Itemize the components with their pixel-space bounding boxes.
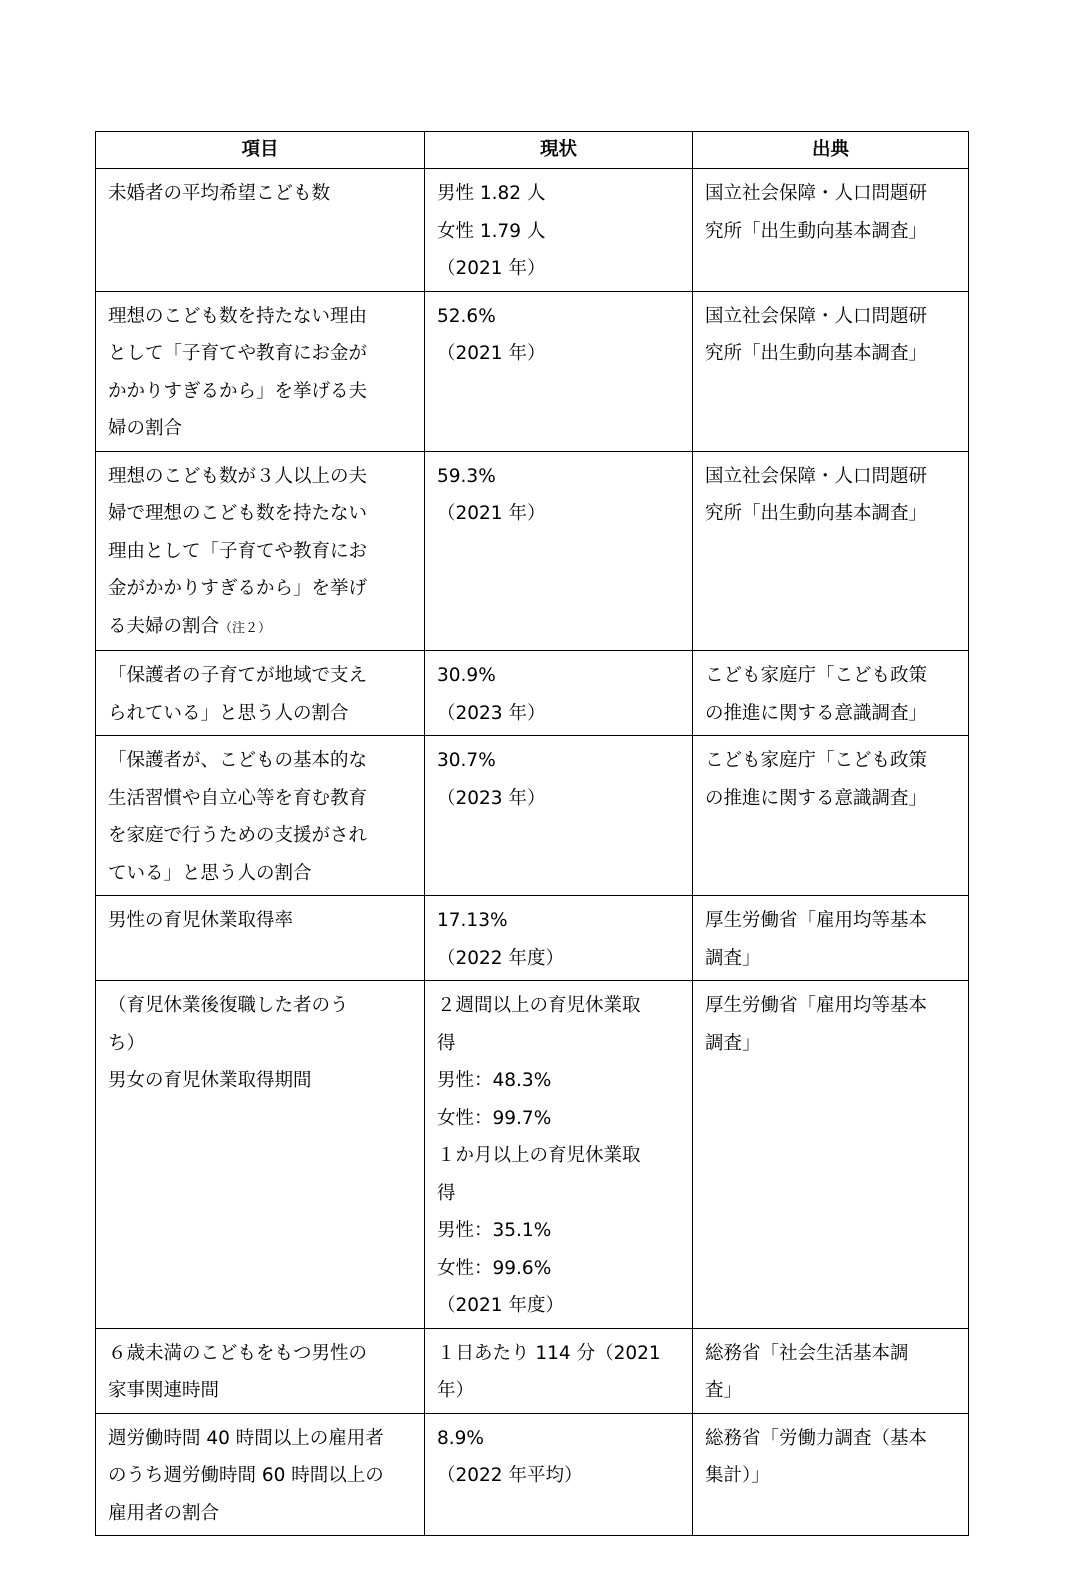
table-row — [96, 169, 969, 292]
cell-status-line — [437, 1287, 680, 1325]
cell-source-line — [705, 657, 956, 695]
cell-source-line — [705, 1457, 956, 1495]
cell-item-text: ち） — [108, 1032, 146, 1054]
cell-item-line — [108, 817, 412, 855]
cell-item-line — [108, 1062, 412, 1100]
cell-item — [96, 169, 425, 292]
cell-status — [425, 651, 693, 736]
cell-status — [425, 981, 693, 1329]
cell-item — [96, 896, 425, 981]
cell-status-text: 17.13% — [437, 910, 508, 931]
cell-source-line — [705, 1372, 956, 1410]
cell-item-text: る夫婦の割合 — [108, 615, 220, 637]
cell-status-text: 30.7% — [437, 750, 496, 771]
cell-status — [425, 451, 693, 651]
cell-status-line — [437, 1372, 680, 1410]
cell-item-text: 未婚者の平均希望こども数 — [108, 183, 331, 204]
cell-status-line — [437, 458, 680, 496]
cell-item-text: 婦の割合 — [108, 418, 183, 439]
header-source: 出典 — [693, 132, 969, 169]
cell-status-text: （2021 年） — [437, 503, 546, 524]
cell-item-line — [108, 335, 412, 373]
cell-source-text: の推進に関する意識調査」 — [705, 702, 928, 724]
cell-source-text: 国立社会保障・人口問題研 — [705, 305, 928, 327]
cell-source-text: 究所「出生動向基本調査」 — [705, 343, 928, 364]
cell-status-line — [437, 1062, 680, 1100]
cell-status-line — [437, 987, 680, 1025]
cell-source-text: の推進に関する意識調査」 — [705, 787, 928, 809]
table-row — [96, 1413, 969, 1536]
cell-status-line — [437, 780, 680, 818]
cell-source-line — [705, 1420, 956, 1458]
cell-status-line — [437, 1175, 680, 1213]
cell-item-line — [108, 1457, 412, 1495]
cell-item-line — [108, 1372, 412, 1410]
cell-source-line — [705, 1335, 956, 1373]
cell-item-text: 男性の育児休業取得率 — [108, 910, 294, 931]
cell-source-text: 究所「出生動向基本調査」 — [705, 220, 928, 242]
cell-source-text: 査」 — [705, 1380, 743, 1401]
cell-source-text: 総務省「労働力調査（基本 — [705, 1427, 928, 1449]
cell-item-text: 生活習慣や自立心等を育む教育 — [108, 787, 368, 809]
cell-source-line — [705, 298, 956, 336]
cell-item — [96, 1413, 425, 1536]
cell-status-text: １日あたり 114 分（2021 — [437, 1342, 661, 1364]
cell-source-text: 集計）」 — [705, 1465, 770, 1486]
cell-status-text: 59.3% — [437, 465, 496, 487]
cell-item-line — [108, 1420, 412, 1458]
cell-status-text: （2021 年度） — [437, 1295, 564, 1316]
cell-status-text: （2021 年） — [437, 343, 546, 364]
cell-source-text: こども家庭庁「こども政策 — [705, 750, 928, 771]
cell-item-line — [108, 695, 412, 733]
cell-source-line — [705, 695, 956, 733]
cell-item — [96, 291, 425, 451]
cell-status-text: 年） — [437, 1380, 475, 1401]
cell-item-text: 婦で理想のこども数を持たない — [108, 503, 368, 524]
cell-status-line — [437, 1457, 680, 1495]
cell-item-line — [108, 458, 412, 496]
cell-item-text: （育児休業後復職した者のう — [108, 995, 349, 1016]
cell-source — [693, 651, 969, 736]
cell-source-line — [705, 213, 956, 251]
cell-status-line — [437, 213, 680, 251]
cell-source-text: 総務省「社会生活基本調 — [705, 1342, 909, 1364]
cell-item-line — [108, 175, 412, 213]
cell-item-text: を家庭で行うための支援がされ — [108, 825, 368, 846]
cell-status-text: 男性 1.82 人 — [437, 183, 546, 204]
cell-source-text: 国立社会保障・人口問題研 — [705, 465, 928, 487]
cell-status — [425, 736, 693, 896]
cell-status-text: （2021 年） — [437, 258, 546, 279]
cell-item-line — [108, 987, 412, 1025]
cell-item-line — [108, 495, 412, 533]
cell-item-text: のうち週労働時間 60 時間以上の — [108, 1465, 384, 1486]
cell-source — [693, 981, 969, 1329]
cell-item — [96, 736, 425, 896]
cell-source-line — [705, 458, 956, 496]
cell-status-line — [437, 940, 680, 978]
cell-status-line — [437, 298, 680, 336]
table-row — [96, 1328, 969, 1413]
cell-item-text: られている」と思う人の割合 — [108, 702, 349, 724]
cell-source-text: こども家庭庁「こども政策 — [705, 665, 928, 686]
cell-source — [693, 1328, 969, 1413]
cell-source — [693, 736, 969, 896]
cell-source-line — [705, 940, 956, 978]
cell-status-line — [437, 495, 680, 533]
cell-status-line — [437, 335, 680, 373]
cell-item — [96, 1328, 425, 1413]
cell-source-text: 厚生労働省「雇用均等基本 — [705, 995, 928, 1016]
cell-source — [693, 169, 969, 292]
cell-status-text: 得 — [437, 1182, 456, 1204]
cell-source-line — [705, 335, 956, 373]
cell-status-text: 男性：48.3% — [437, 1070, 552, 1091]
cell-source-line — [705, 495, 956, 533]
cell-status-line — [437, 695, 680, 733]
cell-status — [425, 169, 693, 292]
cell-item-line — [108, 410, 412, 448]
cell-item-text: 理想のこども数が３人以上の夫 — [108, 465, 368, 487]
cell-status — [425, 291, 693, 451]
cell-item — [96, 451, 425, 651]
cell-item-text: 男女の育児休業取得期間 — [108, 1070, 312, 1091]
cell-status-line — [437, 250, 680, 288]
cell-item-line — [108, 570, 412, 608]
table-row — [96, 291, 969, 451]
cell-status-line — [437, 1025, 680, 1063]
header-status: 現状 — [425, 132, 693, 169]
cell-item-text: ６歳未満のこどもをもつ男性の — [108, 1342, 368, 1364]
cell-source-line — [705, 175, 956, 213]
cell-item-line — [108, 1495, 412, 1533]
cell-item — [96, 981, 425, 1329]
cell-item-text: 家事関連時間 — [108, 1380, 220, 1401]
cell-item-text: ている」と思う人の割合 — [108, 862, 312, 884]
cell-status-line — [437, 1420, 680, 1458]
cell-status-text: １か月以上の育児休業取 — [437, 1145, 641, 1166]
cell-item-text: 理由として「子育てや教育にお — [108, 540, 368, 562]
cell-status-text: （2023 年） — [437, 702, 546, 724]
cell-source-text: 調査」 — [705, 947, 761, 969]
cell-status-line — [437, 1137, 680, 1175]
cell-item-line — [108, 855, 412, 893]
cell-status — [425, 1328, 693, 1413]
cell-status-line — [437, 657, 680, 695]
cell-item-line — [108, 657, 412, 695]
cell-status-text: （2022 年度） — [437, 947, 564, 969]
table-body — [96, 169, 969, 1536]
cell-status-line — [437, 175, 680, 213]
table-row — [96, 896, 969, 981]
table-row — [96, 736, 969, 896]
cell-status-line — [437, 742, 680, 780]
cell-status-line — [437, 1212, 680, 1250]
cell-status-text: 女性：99.7% — [437, 1107, 552, 1129]
cell-status-line — [437, 1335, 680, 1373]
cell-status-text: 30.9% — [437, 665, 496, 686]
cell-source-text: 国立社会保障・人口問題研 — [705, 183, 928, 204]
cell-status-text: （2022 年平均） — [437, 1465, 583, 1486]
cell-item-text: 週労働時間 40 時間以上の雇用者 — [108, 1427, 384, 1449]
note-marker: （注２） — [219, 620, 272, 636]
cell-source — [693, 896, 969, 981]
cell-item-text: 理想のこども数を持たない理由 — [108, 305, 368, 327]
cell-item-text: 「保護者の子育てが地域で支え — [108, 665, 368, 686]
cell-source — [693, 291, 969, 451]
cell-item-line — [108, 742, 412, 780]
cell-source-text: 厚生労働省「雇用均等基本 — [705, 910, 928, 931]
cell-item-line — [108, 1335, 412, 1373]
cell-item-text: 雇用者の割合 — [108, 1502, 220, 1524]
cell-status-text: 男性：35.1% — [437, 1220, 552, 1241]
statistics-table — [95, 131, 969, 1536]
cell-source-line — [705, 1025, 956, 1063]
cell-item-line — [108, 373, 412, 411]
cell-item-text: 「保護者が、こどもの基本的な — [108, 750, 368, 771]
cell-item-line — [108, 608, 412, 648]
table-row — [96, 981, 969, 1329]
cell-status-text: ２週間以上の育児休業取 — [437, 995, 641, 1016]
cell-item-line — [108, 298, 412, 336]
table-row — [96, 651, 969, 736]
cell-status-line — [437, 1250, 680, 1288]
cell-source-line — [705, 902, 956, 940]
cell-status — [425, 1413, 693, 1536]
cell-item-line — [108, 533, 412, 571]
table-header-row — [96, 132, 969, 169]
cell-source-line — [705, 987, 956, 1025]
cell-source — [693, 1413, 969, 1536]
cell-source-line — [705, 780, 956, 818]
cell-item-line — [108, 780, 412, 818]
cell-status-line — [437, 1100, 680, 1138]
cell-item-text: として「子育てや教育にお金が — [108, 343, 368, 364]
cell-status-text: 得 — [437, 1032, 456, 1054]
cell-status — [425, 896, 693, 981]
cell-source — [693, 451, 969, 651]
cell-source-text: 調査」 — [705, 1032, 761, 1054]
cell-item — [96, 651, 425, 736]
cell-status-text: 女性：99.6% — [437, 1257, 552, 1279]
cell-source-line — [705, 742, 956, 780]
cell-status-text: 8.9% — [437, 1427, 484, 1449]
cell-source-text: 究所「出生動向基本調査」 — [705, 503, 928, 524]
cell-status-text: （2023 年） — [437, 787, 546, 809]
cell-status-line — [437, 902, 680, 940]
cell-item-line — [108, 902, 412, 940]
table-row — [96, 451, 969, 651]
cell-status-text: 52.6% — [437, 305, 496, 327]
cell-status-text: 女性 1.79 人 — [437, 220, 546, 242]
cell-item-text: 金がかかりすぎるから」を挙げ — [108, 578, 368, 599]
cell-item-text: かかりすぎるから」を挙げる夫 — [108, 380, 368, 402]
header-item: 項目 — [96, 132, 425, 169]
cell-item-line — [108, 1025, 412, 1063]
